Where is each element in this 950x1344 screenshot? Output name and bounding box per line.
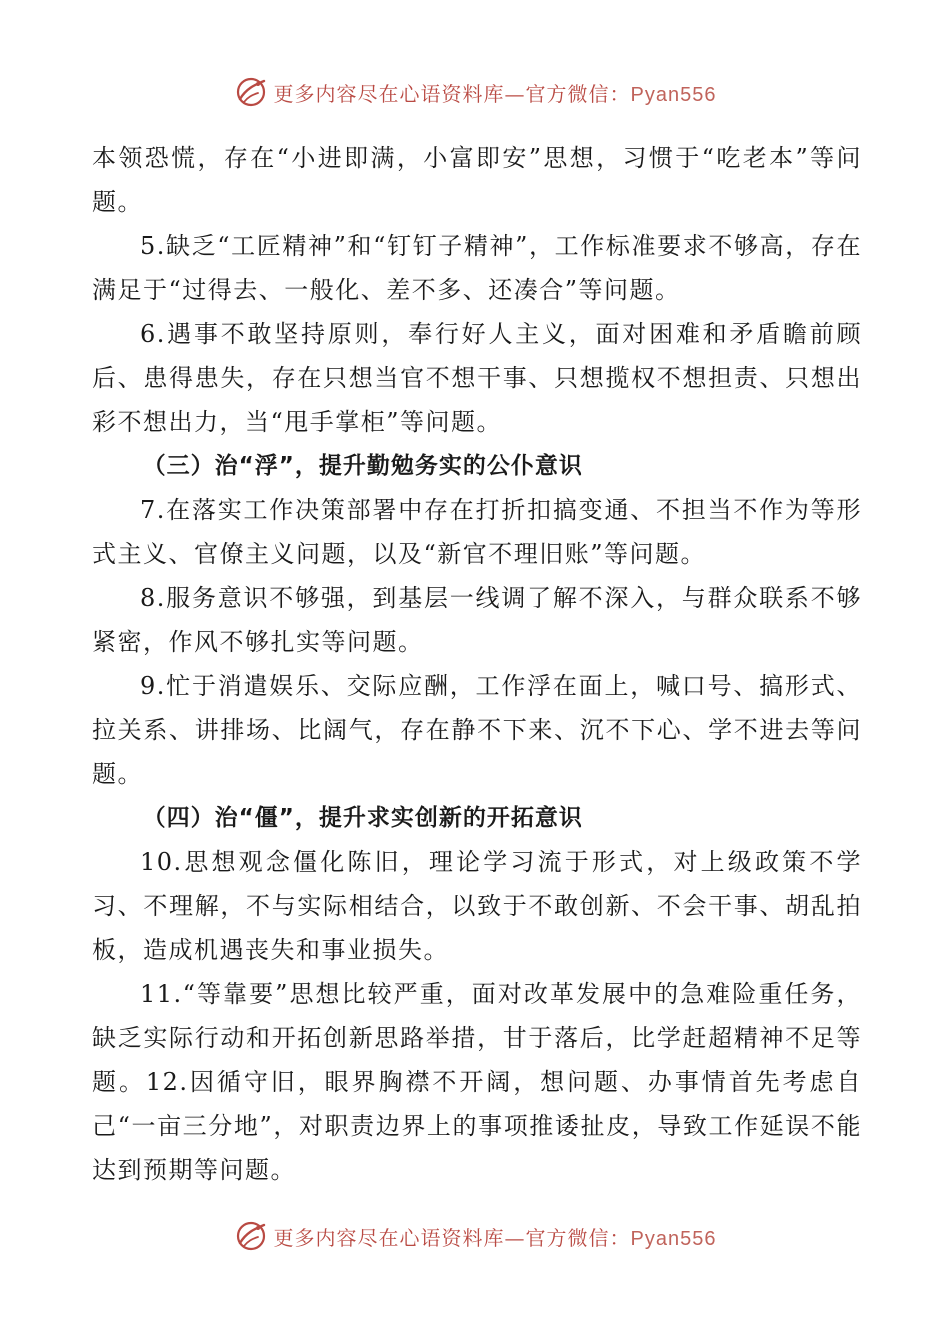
paragraph-item-9: 9.忙于消遣娱乐、交际应酬，工作浮在面上，喊口号、搞形式、拉关系、讲排场、比阔气，存在静不下来、沉不下心、学不进去等问题。 (92, 672, 862, 788)
header-banner-label (274, 78, 717, 107)
paragraph-item-7: 7.在落实工作决策部署中存在打折扣搞变通、不担当不作为等形式主义、官僚主义问题，以及“新官不理旧账”等问题。 (92, 496, 862, 568)
section-heading-3: （三）治“浮”，提升勤勉务实的公仆意识 (142, 453, 583, 479)
header-banner-text: 更多内容尽在心语资料库—官方微信： (273, 81, 631, 106)
brand-logo-icon (234, 75, 268, 109)
paragraph-item-8: 8.服务意识不够强，到基层一线调了解不深入，与群众联系不够紧密，作风不够扎实等问题。 (92, 584, 862, 656)
paragraph-item-10: 10.思想观念僵化陈旧，理论学习流于形式，对上级政策不学习、不理解，不与实际相结合，以致于不敢创新、不会干事、胡乱拍板，造成机遇丧失和事业损失。 (92, 848, 862, 964)
brand-logo-icon (234, 1219, 268, 1253)
footer-banner-text: 更多内容尽在心语资料库—官方微信： (273, 1225, 631, 1250)
paragraph-item-6: 6.遇事不敢坚持原则，奉行好人主义，面对困难和矛盾瞻前顾后、患得患失，存在只想当官不想干事、只想揽权不想担责、只想出彩不想出力，当“甩手掌柜”等问题。 (92, 320, 862, 436)
header-watermark-banner (0, 72, 950, 112)
paragraph-continued: 本领恐慌，存在“小进即满，小富即安”思想，习惯于“吃老本”等问题。 (92, 144, 862, 216)
footer-banner-label (274, 1222, 717, 1251)
footer-banner-id: Pyan556 (630, 1227, 717, 1250)
paragraph-item-11: 11.“等靠要”思想比较严重，面对改革发展中的急难险重任务，缺乏实际行动和开拓创新思路举措，甘于落后，比学赶超精神不足等题。12.因循守旧，眼界胸襟不开阔，想问题、办事情首先考虑自己“一亩三分地”，对职责边界上的事项推诿扯皮，导致工作延误不能达到预期等问题。 (92, 980, 862, 1184)
header-banner-id: Pyan556 (630, 83, 717, 106)
section-heading-4: （四）治“僵”，提升求实创新的开拓意识 (142, 805, 583, 831)
document-body (92, 136, 862, 1192)
paragraph-item-5: 5.缺乏“工匠精神”和“钉钉子精神”，工作标准要求不够高，存在满足于“过得去、一般化、差不多、还凑合”等问题。 (92, 232, 862, 304)
footer-watermark-banner (0, 1216, 950, 1256)
